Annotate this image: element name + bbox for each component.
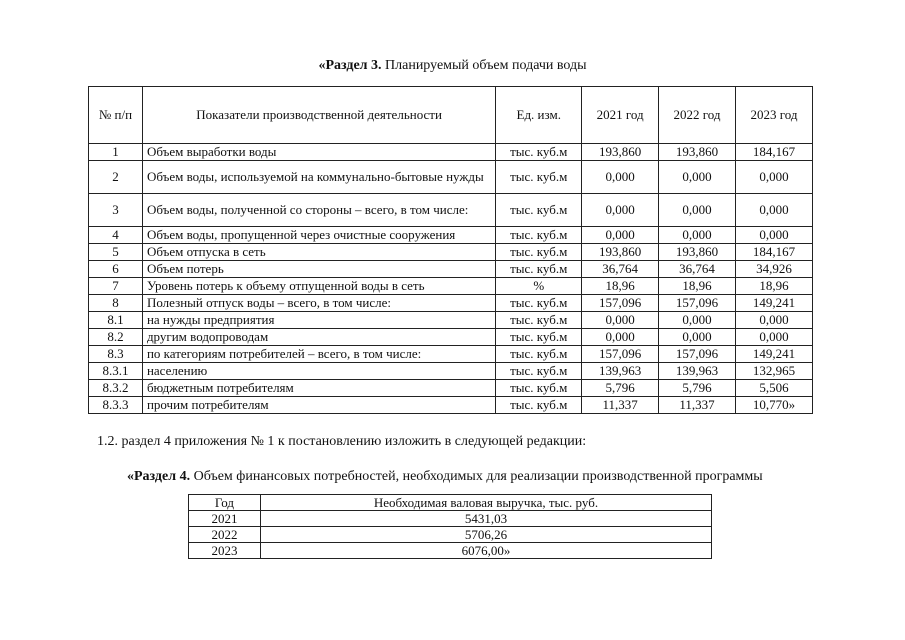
table-cell: 0,000	[659, 329, 736, 346]
table-cell: 4	[89, 227, 143, 244]
column-header: № п/п	[89, 87, 143, 144]
table-cell: 8.3.2	[89, 380, 143, 397]
table-cell: Объем воды, полученной со стороны – всего, в том числе:	[142, 194, 495, 227]
table-cell: 1	[89, 144, 143, 161]
table-cell: 0,000	[659, 194, 736, 227]
table-cell: 184,167	[736, 144, 813, 161]
table-cell: 0,000	[582, 329, 659, 346]
table-cell: тыс. куб.м	[496, 329, 582, 346]
column-header: 2023 год	[736, 87, 813, 144]
table-header-row	[189, 495, 712, 511]
table-row	[189, 511, 712, 527]
table-cell: 0,000	[736, 194, 813, 227]
table-cell: тыс. куб.м	[496, 244, 582, 261]
table-cell: 6076,00»	[260, 543, 711, 559]
table-cell: 6	[89, 261, 143, 278]
table-cell: 0,000	[582, 194, 659, 227]
table-cell: 5,796	[582, 380, 659, 397]
table-cell: 2021	[189, 511, 261, 527]
table-cell: 193,860	[582, 144, 659, 161]
table-cell: тыс. куб.м	[496, 346, 582, 363]
table-cell: тыс. куб.м	[496, 312, 582, 329]
table-cell: 139,963	[582, 363, 659, 380]
section4-title	[127, 469, 763, 485]
table-cell: 0,000	[659, 227, 736, 244]
table-row	[89, 278, 813, 295]
table-row	[89, 346, 813, 363]
table-row	[89, 363, 813, 380]
section3-title-text: Планируемый объем подачи воды	[381, 58, 587, 73]
table-cell: 3	[89, 194, 143, 227]
table-cell: Объем выработки воды	[142, 144, 495, 161]
table-row	[89, 329, 813, 346]
table-cell: 2023	[189, 543, 261, 559]
table-cell: 36,764	[659, 261, 736, 278]
table-header-row	[89, 87, 813, 144]
table-cell: Уровень потерь к объему отпущенной воды в сеть	[142, 278, 495, 295]
table-cell: на нужды предприятия	[142, 312, 495, 329]
table-row	[89, 194, 813, 227]
table-cell: 18,96	[659, 278, 736, 295]
table-cell: 0,000	[659, 161, 736, 194]
table-cell: 0,000	[736, 227, 813, 244]
table-cell: 149,241	[736, 346, 813, 363]
table-cell: 5431,03	[260, 511, 711, 527]
table-cell: 184,167	[736, 244, 813, 261]
table-row	[189, 543, 712, 559]
table-cell: 0,000	[736, 329, 813, 346]
table-cell: 5,506	[736, 380, 813, 397]
table-cell: тыс. куб.м	[496, 261, 582, 278]
table-cell: бюджетным потребителям	[142, 380, 495, 397]
table-cell: тыс. куб.м	[496, 295, 582, 312]
table-cell: 8.3.3	[89, 397, 143, 414]
table-cell: 5	[89, 244, 143, 261]
financial-needs-table	[188, 494, 712, 559]
table-row	[89, 227, 813, 244]
table-cell: 0,000	[736, 161, 813, 194]
table-cell: 139,963	[659, 363, 736, 380]
table-row	[89, 312, 813, 329]
table-cell: населению	[142, 363, 495, 380]
table-cell: 0,000	[582, 161, 659, 194]
table-cell: 157,096	[582, 295, 659, 312]
table-cell: тыс. куб.м	[496, 363, 582, 380]
table-cell: 193,860	[659, 144, 736, 161]
section4-title-text: Объем финансовых потребностей, необходимых для реализации производственной программы	[190, 469, 763, 484]
table-cell: тыс. куб.м	[496, 161, 582, 194]
column-header: Необходимая валовая выручка, тыс. руб.	[260, 495, 711, 511]
table-row	[89, 261, 813, 278]
table-cell: 0,000	[736, 312, 813, 329]
column-header: Ед. изм.	[496, 87, 582, 144]
table-cell: Полезный отпуск воды – всего, в том числе:	[142, 295, 495, 312]
table-cell: прочим потребителям	[142, 397, 495, 414]
section3-title	[0, 58, 905, 74]
table-cell: 7	[89, 278, 143, 295]
table-cell: 11,337	[582, 397, 659, 414]
column-header: 2021 год	[582, 87, 659, 144]
table-cell: 132,965	[736, 363, 813, 380]
table-cell: 193,860	[659, 244, 736, 261]
table-cell: %	[496, 278, 582, 295]
table-cell: 18,96	[582, 278, 659, 295]
table-cell: 5706,26	[260, 527, 711, 543]
table-cell: Объем потерь	[142, 261, 495, 278]
table-row	[89, 397, 813, 414]
table-cell: 34,926	[736, 261, 813, 278]
table-cell: 157,096	[582, 346, 659, 363]
table-row	[89, 380, 813, 397]
table-cell: Объем воды, используемой на коммунально-бытовые нужды	[142, 161, 495, 194]
table-cell: Объем воды, пропущенной через очистные сооружения	[142, 227, 495, 244]
section3-title-bold: «Раздел 3.	[318, 58, 382, 73]
table-row	[89, 244, 813, 261]
section4-title-bold: «Раздел 4.	[127, 469, 191, 484]
table-cell: 18,96	[736, 278, 813, 295]
table-cell: 36,764	[582, 261, 659, 278]
table-cell: 2022	[189, 527, 261, 543]
table-cell: 8.2	[89, 329, 143, 346]
table-cell: другим водопроводам	[142, 329, 495, 346]
table-cell: 8	[89, 295, 143, 312]
table-cell: 0,000	[659, 312, 736, 329]
table-cell: Объем отпуска в сеть	[142, 244, 495, 261]
table-cell: 0,000	[582, 312, 659, 329]
column-header: Показатели производственной деятельности	[142, 87, 495, 144]
table-row	[89, 144, 813, 161]
column-header: Год	[189, 495, 261, 511]
table-cell: 2	[89, 161, 143, 194]
table-cell: 8.1	[89, 312, 143, 329]
table-row	[89, 161, 813, 194]
table-cell: 149,241	[736, 295, 813, 312]
table-cell: тыс. куб.м	[496, 194, 582, 227]
table-cell: 157,096	[659, 346, 736, 363]
table-cell: 11,337	[659, 397, 736, 414]
table-row	[89, 295, 813, 312]
paragraph-1-2: 1.2. раздел 4 приложения № 1 к постановлению изложить в следующей редакции:	[97, 434, 587, 449]
table-cell: 8.3	[89, 346, 143, 363]
table-row	[189, 527, 712, 543]
table-cell: 5,796	[659, 380, 736, 397]
table-cell: 8.3.1	[89, 363, 143, 380]
table-cell: тыс. куб.м	[496, 397, 582, 414]
table-cell: 0,000	[582, 227, 659, 244]
table-cell: тыс. куб.м	[496, 144, 582, 161]
table-cell: по категориям потребителей – всего, в том числе:	[142, 346, 495, 363]
table-cell: 193,860	[582, 244, 659, 261]
water-supply-table	[88, 86, 813, 414]
table-cell: 10,770»	[736, 397, 813, 414]
table-cell: тыс. куб.м	[496, 227, 582, 244]
table-cell: тыс. куб.м	[496, 380, 582, 397]
column-header: 2022 год	[659, 87, 736, 144]
table-cell: 157,096	[659, 295, 736, 312]
